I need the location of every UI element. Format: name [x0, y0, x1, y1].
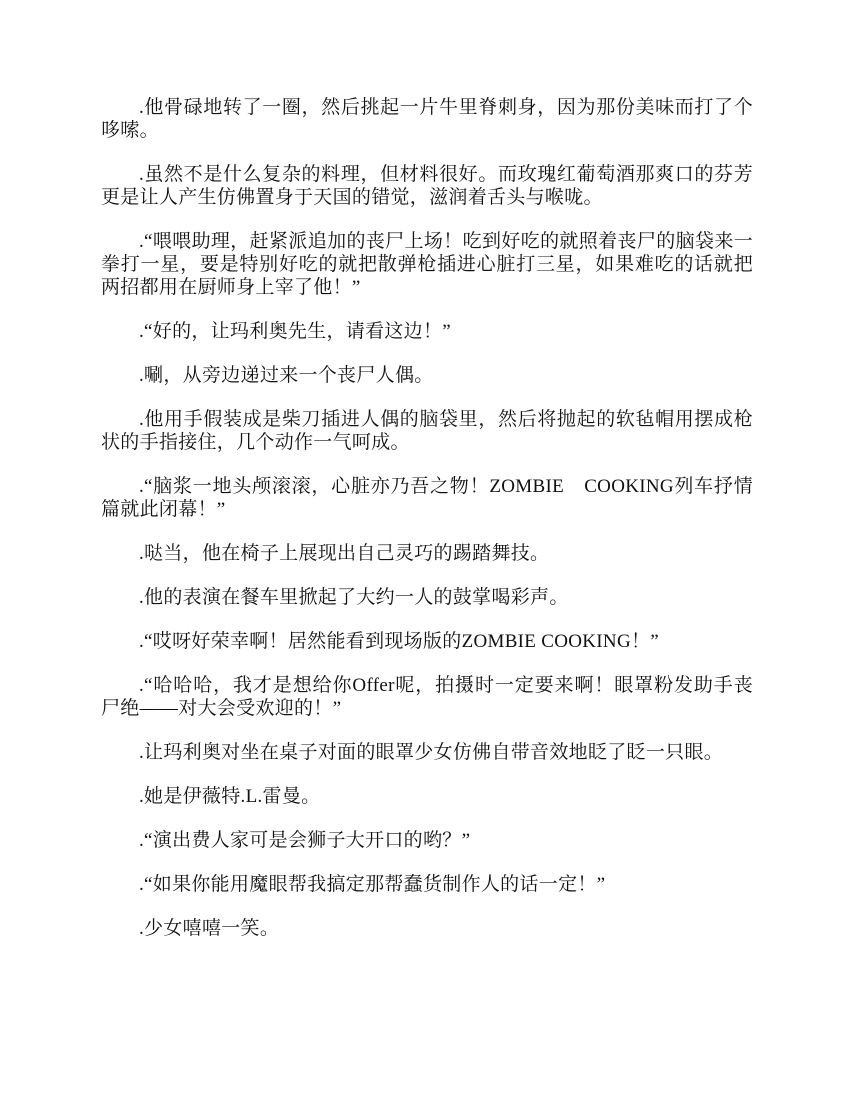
paragraph: .哒当，他在椅子上展现出自己灵巧的踢踏舞技。 [139, 543, 550, 564]
paragraph: .“好的，让玛利奥先生，请看这边！” [139, 321, 452, 342]
paragraph: .虽然不是什么复杂的料理，但材料很好。而玫瑰红葡萄酒那爽口的芬芳更是让人产生仿佛置身于天国的错觉，滋润着舌头与喉咙。 [101, 164, 753, 208]
paragraph: .“喂喂助理，赶紧派追加的丧尸上场！吃到好吃的就照着丧尸的脑袋来一拳打一星，要是特别好吃的就把散弹枪插进心脏打三星，如果难吃的话就把两招都用在厨师身上宰了他！” [101, 231, 753, 298]
paragraph: .他用手假装成是柴刀插进人偶的脑袋里，然后将抛起的软毡帽用摆成枪状的手指接住，几个动作一气呵成。 [101, 409, 753, 453]
paragraph: .唰，从旁边递过来一个丧尸人偶。 [139, 365, 434, 386]
paragraph: .他骨碌地转了一圈，然后挑起一片牛里脊刺身，因为那份美味而打了个哆嗦。 [101, 97, 753, 141]
paragraph: .“演出费人家可是会狮子大开口的哟？” [139, 830, 471, 851]
paragraph: .“如果你能用魔眼帮我搞定那帮蠢货制作人的话一定！” [139, 874, 606, 895]
paragraph: .少女嘻嘻一笑。 [139, 918, 280, 939]
paragraph: .她是伊薇特.L.雷曼。 [139, 786, 321, 807]
paragraph: .“哈哈哈，我才是想给你Offer呢，拍摄时一定要来啊！眼罩粉发助手丧尸绝——对大会受欢迎的！” [101, 675, 753, 719]
paragraph: .让玛利奥对坐在桌子对面的眼罩少女仿佛自带音效地眨了眨一只眼。 [139, 742, 724, 763]
paragraph: .他的表演在餐车里掀起了大约一人的鼓掌喝彩声。 [139, 587, 569, 608]
paragraph: .“脑浆一地头颅滚滚，心脏亦乃吾之物！ZOMBIE COOKING列车抒情篇就此闭幕！” [101, 476, 753, 520]
paragraph: .“哎呀好荣幸啊！居然能看到现场版的ZOMBIE COOKING！” [139, 631, 659, 652]
document-page [101, 96, 753, 961]
